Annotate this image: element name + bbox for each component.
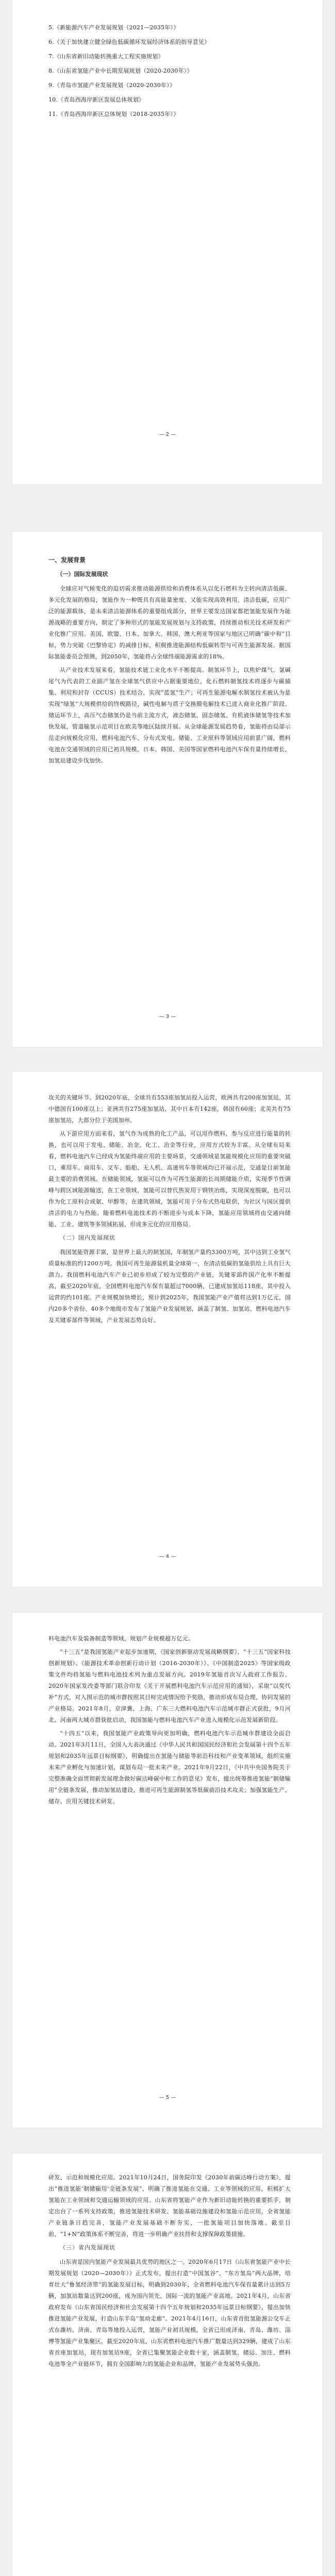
- reference-item: 7.《山东省新旧动能转换重大工程实施规划》: [48, 53, 164, 60]
- document-page-5: [12, 2154, 323, 2576]
- document-page-4: [12, 1613, 323, 2128]
- body-paragraph: 料电池汽车及装备制造等领域，规划产业规模超万亿元。: [48, 1635, 194, 1642]
- body-paragraph: 研发、示范和规模化应用。2021年10月24日，国务院印发《2030年前碳达峰行动方案》，提出“推进氢能‘制储输用’全链条发展”，明确了推进氢能在交通、工业等领域的应用，积极扩大氢能在工业领域和交通运输领域的应用。山东省将氢能产业作为新旧动能转换的重要抓手，制定出台了一系列支持政策，推进氢能技术研发、氢能基础设施建设和氢能示范应用，全省氢能产业链条日趋完善，氢能产业发展基础不断夯实，一批氢能项目加快落地。截至目前，“1+N”政策体系不断完善，将进一步明确产业扶持和支撑保障政策措施。: [48, 2174, 291, 2238]
- body-paragraph: “十四五”以来，我国氢能产业政策导向更加明确，燃料电池汽车示范城市群建设全面启动。2021年3月11日，全国人大表决通过《中华人民共和国国民经济和社会发展第十四个五年规划和2035年远景目标纲要》，明确提出在氢能与储能等前沿科技和产业变革领域，组织实施未来产业孵化与加速计划，谋划布局一批未来产业。2021年9月22日，《中共中央国务院关于完整准确全面贯彻新发展理念做好碳达峰碳中和工作的意见》发布，提出统筹推进氢能“制储输用”全链条发展，推动加氢站建设，推进可再生能源制氢等低碳前沿技术攻关；加强氢能生产、储存、应用关键技术研发。: [48, 1730, 291, 1805]
- reference-item: 9.《青岛市氢能产业发展规划（2020-2030年）》: [48, 82, 176, 89]
- page-number: — 4 —: [159, 1554, 176, 1560]
- subsection-heading: （一）国际发展现状: [57, 571, 108, 578]
- body-paragraph: “十三五”是我国氢能产业起步加速期，《国家创新驱动发展战略纲要》、“十三五”国家科技创新规划》、《能源技术革命创新行动计划（2016-2030年）》、《中国制造2025》等国家级政策文件均将氢能与燃料电池技术列为重点发展方向。2019年氢能首次写入政府工作报告。2020年国家发改委等部门联合印发《关于开展燃料电池汽车示范应用的通知》，采取“以奖代补”方式，对入围示范的城市群按照其目标完成情况给予奖励，推动形成布局合理、协同发展的产业格局。2021年8月，京津冀、上海、广东三大燃料电池汽车示范城市群正式获批，9月河北、河南两大城市群获批启动，我国氢能与燃料电池汽车产业进入规模化示范发展新阶段。: [48, 1649, 291, 1723]
- document-page-2: [12, 532, 323, 1047]
- subsection-heading: （二）国内发展现状: [60, 1234, 115, 1241]
- page-number: — 3 —: [159, 1014, 176, 1020]
- page-number: — 2 —: [159, 432, 176, 437]
- reference-item: 11.《青岛西海岸新区总体规划（2018-2035年）》: [48, 111, 179, 117]
- subsection-heading: （三）省内发展现状: [60, 2244, 115, 2251]
- reference-item: 6.《关于加快建立健全绿色低碳循环发展经济体系的指导意见》: [48, 39, 210, 45]
- reference-item: 8.《山东省氢能产业中长期发展规划（2020-2030年）》: [48, 67, 193, 74]
- page-body: [48, 550, 291, 769]
- body-paragraph: 攻关的关键环节。到2020年底，全球共有553座加氢站投入运营，欧洲共有200座加氢站，其中德国有100座以上；亚洲共有275座加氢站，其中日本有142座，韩国有60座；北美共有75座加氢站，大部分位于美国加州。: [48, 1094, 291, 1124]
- section-heading: 一、发展背景: [48, 556, 86, 564]
- page-body: [48, 2172, 291, 2372]
- body-paragraph: 我国氢能资源丰富，是世界上最大的制氢国，年制氢产量约3300万吨，其中达到工业氢气质量标准的约1200万吨。我国可再生能源装机量全球第一，在清洁低碳的氢能供给上具有巨大潜力。我国燃料电池汽车产业已初步形成了较为完整的产业链，关键零部件国产化率不断提高，截至2020年底，全国燃料电池汽车保有量超过7000辆，已建成加氢站118座，其中投入运营的约101座。产业规模加快增长，预计到2025年，我国氢能产业产值将达到1万亿元，国内20多个省份、40多个地级市发布了氢能产业发展规划，涵盖了制氢、加氢站、燃料电池汽车及关键零部件等领域，产业发展态势良好。: [48, 1249, 291, 1324]
- references-section: [48, 21, 291, 122]
- reference-item: 5.《新能源汽车产业发展规划（2021—2035年）》: [48, 24, 179, 31]
- reference-list: [48, 21, 291, 122]
- page-body: [48, 1092, 291, 1328]
- body-paragraph: 山东省是国内氢能产业发展最具优势的地区之一。2020年6月17日《山东省氢能产业中长期发展规划（2020—2030年）》正式发布，提出打造“中国氢谷”、“东方氢岛”两大品牌，培育壮大“鲁氢经济带”的氢能发展目标，明确到2030年，全省燃料电池汽车保有量累计达到5万辆，加氢站数量达到200座，成为国内领先、国际一流的氢能产业高地。2021年4月，山东省政府发布《山东省国民经济和社会发展第十四个五年规划和2035年远景目标纲要》，提出加快推进氢能产业发展，打造山东半岛“氢动走廊”。2021年4月16日，山东省首批氢能源公交车正式在潍坊、济南、青岛等地投入运营，氢能产业初具规模，全省已形成济南、青岛、潍坊、淄博等氢能产业集聚区。截至2020年底，山东省燃料电池汽车推广数量达到329辆，建成了山东省首座加氢站，现有加氢站9座，全省已集聚氢能企业数十家，涵盖制氢、储运、加注、燃料电池等全产业链环节，拥有全国影响力的氢能企业和品牌，氢能产业发展势头强劲。: [48, 2259, 291, 2367]
- document-page-3: [12, 1072, 323, 1587]
- page-number: — 5 —: [159, 2095, 176, 2100]
- body-paragraph: 从产业技术发展来看，氢能技术链工业化水平不断提高。制氢环节上，以焦炉煤气、氯碱尾气为代表的工业副产氢在全球氢气供应中占据重要地位，化石燃料制氢技术将逐步与碳捕集、利用和封存（CCUS）技术结合，实现“蓝氢”生产；可再生能源电解水制氢技术被认为是实现“绿氢”大规模供给的终极路径，碱性电解与质子交换膜电解技术已进入商业化推广阶段。储运环节上，高压气态储氢仍是当前主流方式，液态储氢、固态储氢、有机液体储氢等技术加快发展，管道输氢示范项目在欧美等地区陆续开展。从全球能源发展趋势看，氢能将由局部示范走向规模化应用，燃料电池汽车、分布式发电、储能、工业原料等领域应用前景广阔，燃料电池在交通领域的应用已初具规模，日本、韩国、美国等国家燃料电池汽车保有量持续增长，加氢站建设步伐加快。: [48, 667, 291, 764]
- body-paragraph: 全球应对气候变化的迫切需求推动能源供给和消费体系从以化石燃料为主转向清洁低碳、多元化发展的格局，氢能作为一种既具有高能量密度、又能实现高效利用、清洁低碳，应用广泛的能源载体，是未来清洁能源体系的重要组成部分，世界主要发达国家都把氢能发展作为能源战略的重要方向，制定了多种形式的氢能发展规划与支持政策，持续推动相关技术研发和产业化推广应用。美国、欧盟、日本、加拿大、韩国、澳大利亚等国家与地区已明确“碳中和”目标，势力突破《巴黎协定》的减排目标，积极推进能源结构低碳转型与可再生能源发展。据国际氢能委员会预测，到2050年，氢能将占全球终端能源需求的18%。: [48, 585, 291, 660]
- body-paragraph: 从下游应用方面来看，氢气作为成熟的化工产品，可以用作燃料，参与反应进行能量的转换，也可以用于发电、储能、冶金、化工、冶金等行业，应用方式较为丰富。从全球布局来看，燃料电池汽车已经成为氢能终端应用的主要场景，交通领域是氢能规模化应用的重要突破口，乘用车、商用车、叉车、船舶、无人机、高速列车等领域均已开展示范，交通是目前氢能最主要的消费领域。在储能领域，氢能可以作为可再生能源的长周期储能介质，实现季节性调峰与跨区域能源输送，在工业领域，氢能可以替代焦炭用于钢铁冶炼，实现深度脱碳，也可以作为化工原料合成氨、甲醇等，在建筑领域，氢能可用于分布式热电联供，为社区与园区提供清洁的电力与热能。随着燃料电池技术的不断进步与成本下降，氢能应用领域将由交通向储能、工业、建筑等多领域拓展，形成多元化的应用格局。: [48, 1130, 291, 1228]
- document-page-1: [12, 0, 323, 484]
- reference-item: 10.《青岛西海岸新区发展总体规划》: [48, 96, 145, 103]
- page-body: [48, 1633, 291, 1809]
